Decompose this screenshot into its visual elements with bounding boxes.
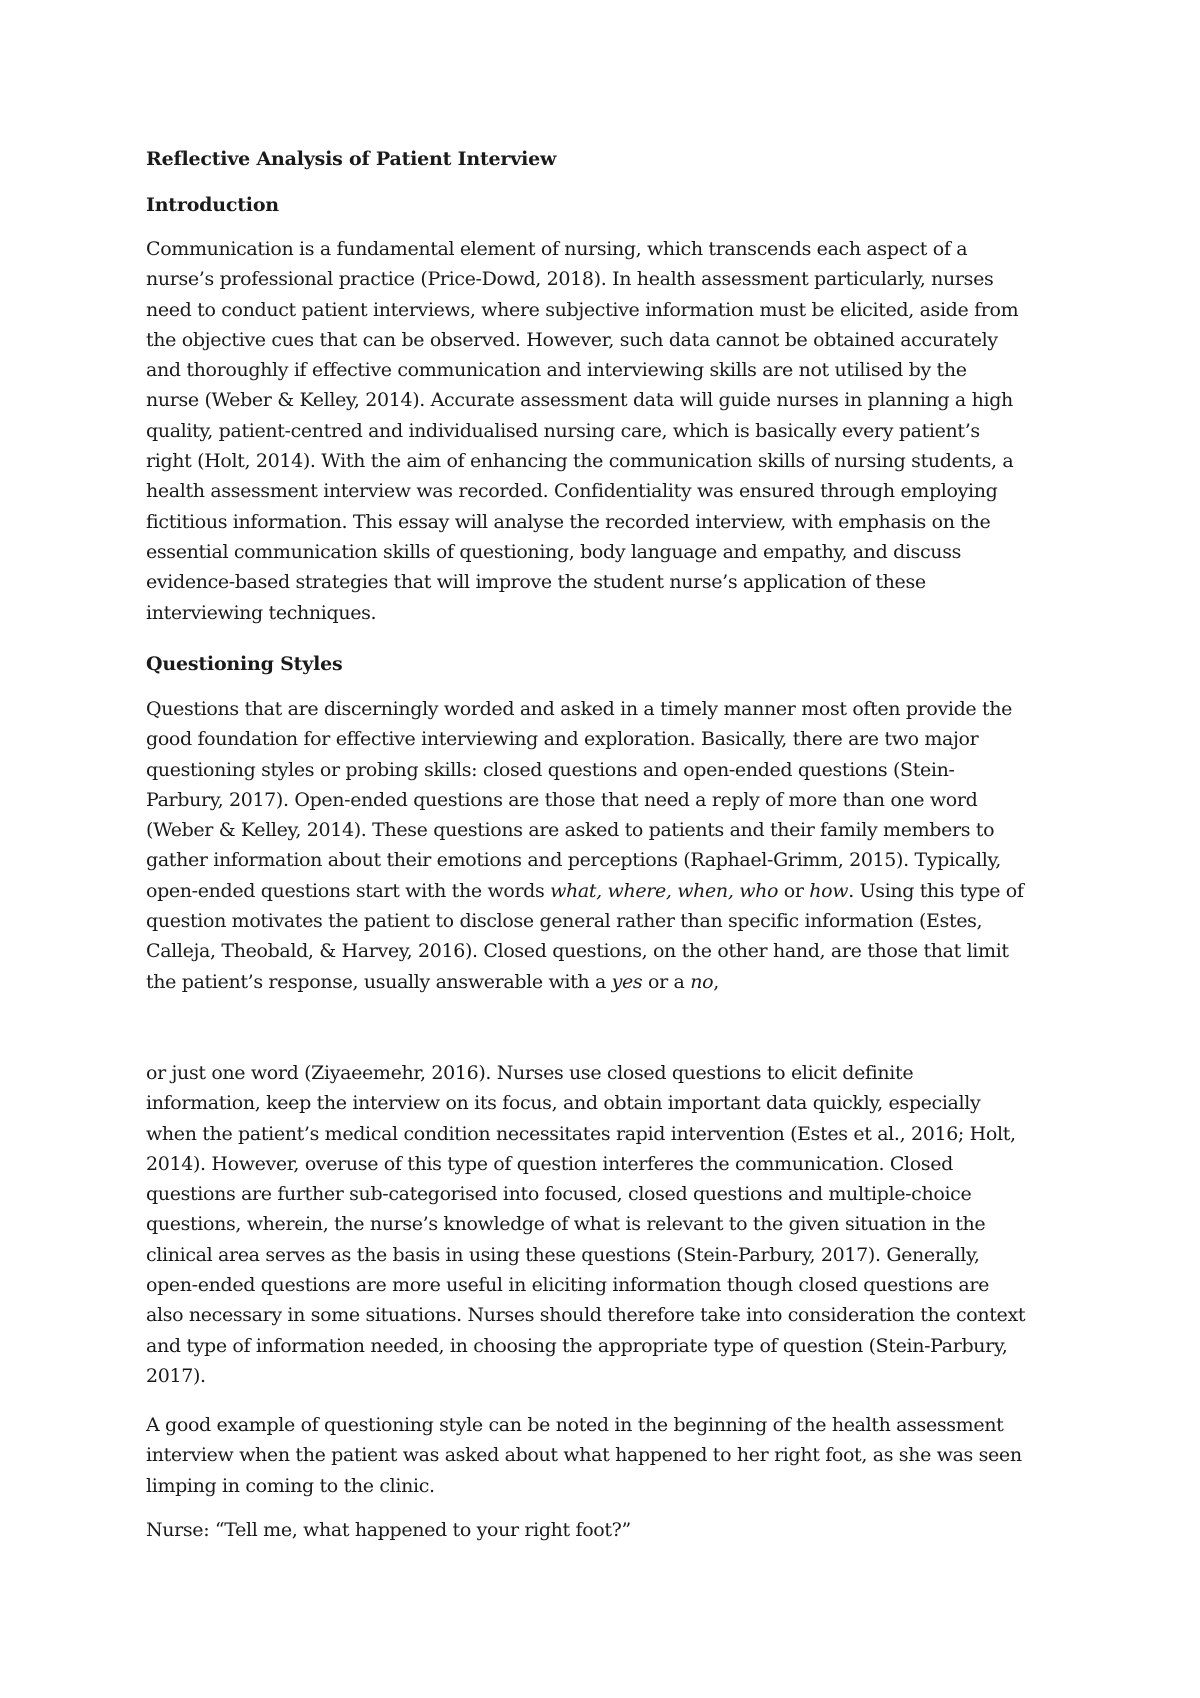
intro-paragraph <box>146 234 1066 628</box>
paragraph-line: open-ended questions are more useful in eliciting information though closed questions are <box>146 1274 989 1297</box>
paragraph-line: Calleja, Theobald, & Harvey, 2016). Closed questions, on the other hand, are those that limit <box>146 940 1009 963</box>
paragraph-line: gather information about their emotions and perceptions (Raphael-Grimm, 2015). Typically, <box>146 849 1001 872</box>
paragraph-line: limping in coming to the clinic. <box>146 1474 435 1497</box>
paragraph-line: information, keep the interview on its focus, and obtain important data quickly, especially <box>146 1092 981 1115</box>
paragraph-line: need to conduct patient interviews, where subjective information must be elicited, aside from <box>146 298 1019 321</box>
paragraph-line: evidence-based strategies that will improve the student nurse’s application of these <box>146 571 926 594</box>
paragraph-line: essential communication skills of questioning, body language and empathy, and discuss <box>146 540 961 563</box>
paragraph-line: Communication is a fundamental element of nursing, which transcends each aspect of a <box>146 238 968 260</box>
paragraph-line: nurse’s professional practice (Price-Dowd, 2018). In health assessment particularly, nurses <box>146 268 994 291</box>
paragraph-line: interviewing techniques. <box>146 601 377 624</box>
paragraph-line: right (Holt, 2014). With the aim of enhancing the communication skills of nursing students, a <box>146 450 1014 473</box>
paragraph-line: and thoroughly if effective communication and interviewing skills are not utilised by the <box>146 359 967 382</box>
paragraph-line: (Weber & Kelley, 2014). These questions are asked to patients and their family members to <box>146 819 995 842</box>
italic-word: how <box>809 879 849 902</box>
paragraph-line: 2017). <box>146 1364 206 1387</box>
paragraph-line: also necessary in some situations. Nurses should therefore take into consideration the context <box>146 1304 1026 1327</box>
paragraph-line: quality, patient-centred and individualised nursing care, which is basically every patient’s <box>146 419 980 442</box>
paragraph-line: fictitious information. This essay will analyse the recorded interview, with emphasis on the <box>146 510 991 533</box>
paragraph-line: good foundation for effective interviewing and exploration. Basically, there are two major <box>146 728 979 751</box>
dialogue-line: Nurse: “Tell me, what happened to your right foot?” <box>146 1519 631 1541</box>
paragraph-line: question motivates the patient to disclose general rather than specific information (Estes, <box>146 910 983 933</box>
paragraph-line: when the patient’s medical condition necessitates rapid intervention (Estes et al., 2016; Holt, <box>146 1122 1016 1145</box>
paragraph-line: questioning styles or probing skills: closed questions and open-ended questions (Stein- <box>146 758 955 781</box>
paragraph-line: questions, wherein, the nurse’s knowledge of what is relevant to the given situation in the <box>146 1213 986 1236</box>
paragraph-line: and type of information needed, in choosing the appropriate type of question (Stein-Parbury, <box>146 1334 1008 1357</box>
italic-word: no <box>690 970 714 993</box>
paragraph-line: A good example of questioning style can be noted in the beginning of the health assessment <box>146 1414 1004 1436</box>
paragraph-line: Parbury, 2017). Open-ended questions are those that need a reply of more than one word <box>146 788 978 811</box>
paragraph-line: questions are further sub-categorised into focused, closed questions and multiple-choice <box>146 1183 972 1206</box>
paragraph-line: health assessment interview was recorded. Confidentiality was ensured through employing <box>146 480 998 503</box>
paragraph-line: nurse (Weber & Kelley, 2014). Accurate assessment data will guide nurses in planning a high <box>146 389 1013 412</box>
paragraph-line: or just one word (Ziyaeemehr, 2016). Nurses use closed questions to elicit definite <box>146 1062 914 1084</box>
paragraph-line: the patient’s response, usually answerable with a yes or a no, <box>146 970 719 993</box>
paragraph-line: open-ended questions start with the words what, where, when, who or how. Using this type of <box>146 879 1024 902</box>
paragraph-line: Questions that are discerningly worded and asked in a timely manner most often provide the <box>146 698 1013 720</box>
paragraph-line: the objective cues that can be observed. However, such data cannot be obtained accurately <box>146 328 998 351</box>
continuation-paragraph <box>146 1058 1066 1391</box>
example-paragraph <box>146 1410 1066 1501</box>
questioning-heading: Questioning Styles <box>146 653 343 675</box>
paragraph-line: clinical area serves as the basis in using these questions (Stein-Parbury, 2017). Generally, <box>146 1243 980 1266</box>
italic-word: yes <box>611 970 643 993</box>
italic-words: what, where, when, who <box>550 879 779 902</box>
paragraph-line: 2014). However, overuse of this type of question interferes the communication. Closed <box>146 1152 953 1175</box>
paragraph-line: interview when the patient was asked about what happened to her right foot, as she was seen <box>146 1444 1022 1467</box>
questioning-paragraph <box>146 694 1066 997</box>
document-title: Reflective Analysis of Patient Interview <box>146 148 557 170</box>
intro-heading: Introduction <box>146 194 279 216</box>
